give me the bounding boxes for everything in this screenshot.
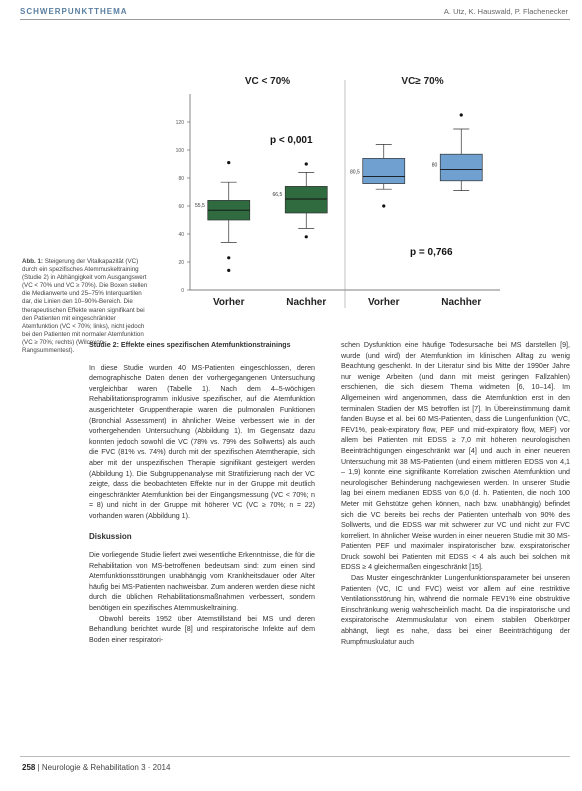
category-label: Vorher — [368, 297, 400, 308]
y-tick-label: 40 — [178, 232, 184, 238]
journal-name: Neurologie & Rehabilitation 3 · 2014 — [41, 763, 171, 772]
right-paragraph-2: Das Muster eingeschränkter Lungenfunktionsparameter bei unseren Patienten (VC, IC und FVC) weist vor allem auf eine restriktive Ventilationsstörung hin, während die normale FEV1% eine obstruktive Einschränkung wenig wahrscheinlich macht. Da die inspiratorische und exspiratorische Atemmuskulatur von einem stabilen Oberkörper abhängt, liegt es nahe, dass bei einer Beeinträchtigung der Rumpfmuskulatur auch — [341, 574, 570, 646]
outlier-point — [227, 269, 230, 272]
page-header — [0, 0, 582, 20]
left-column — [89, 340, 315, 645]
y-tick-label: 100 — [175, 148, 184, 154]
group-title-right: VC≥ 70% — [401, 76, 444, 87]
right-column — [341, 340, 570, 647]
y-tick-label: 120 — [175, 120, 184, 126]
outlier-point — [305, 235, 308, 238]
page-number: 258 — [22, 763, 36, 772]
right-paragraph-1: schen Dysfunktion eine häufige Todesursache bei MS darstellen [9], wurde (und wird) der Atemfunktion im klinischen Alltag zu wenig Beachtung geschenkt. In der Literatur sind bis Mitte der 1990er Jahre nur wenige Arbeiten (und dann mit meist geringen Fallzahlen) erschienen, die sich diesem Thema widmeten [6, 10–14]. Im Allgemeinen wird angenommen, dass die Atemfunktion erst in den terminalen Stadien der MS betroffen ist [7]. In Übereinstimmung damit fanden Buyse et al. bei 60 MS-Patienten, dass die Lungenfunktion (VC, FEV1%, peak-expiratory flow, PEF und mid-expiratory flow, MEF) vor allem bei Patienten mit EDSS ≥ 7,0 mit höheren neurologischen Beeinträchtigungen eingeschränkt war [4] und auch in einer neueren Untersuchung mit 38 MS-Patienten (und einem mittleren EDSS von 4,1 – 1,9) konnte eine signifikante Korrelation zwischen Atemfunktion und neurologischer Behinderung nachgewiesen werden. In unserer Studie lag bei einem medianen EDSS von 6,0 (d. h. Patienten, die noch 100 Meter mit Gehstütze gehen können, nach bzw. unabhängig) befindet sich die VC bereits bei rechs der Patienten unterhalb von 90% des Sollwerts, und die EDSS war mit schwerer zur VC und nicht zur FVC korreliert. In ähnlicher Weise wurden in einer neueren Studie mit 30 MS-Patienten PEF und maximaler inspiratorischer bzw. exspiratorischer Druck sowohl bei Patienten mit EDSS < 4 als auch bei solchen mit EDSS ≥ 4 gleichermaßen eingeschränkt [15]. — [341, 341, 570, 572]
discussion-heading: Diskussion — [89, 531, 132, 541]
outlier-point — [227, 161, 230, 164]
group-title-left: VC < 70% — [244, 76, 291, 87]
y-tick-label: 20 — [178, 260, 184, 266]
median-value-label: 80 — [431, 162, 438, 169]
category-label: Nachher — [286, 297, 327, 308]
median-value-label: 55,5 — [195, 203, 205, 210]
y-tick-label: 80 — [178, 176, 184, 182]
box-3 — [363, 158, 405, 183]
p-value-left: p < 0,001 — [270, 135, 313, 146]
outlier-point — [460, 113, 463, 116]
caption-text: Steigerung der Vitalkapazität (VC) durch ein spezifisches Atemmuskeltraining (Studie 2) in Abhängigkeit vom Ausgangswert (VC < 70% und VC ≥ 70%). Die Boxen stellen die Medianwerte und 25–75% Interquartilen dar, die Linien den 10–90%-Bereich. Die therapeutischen Effekte waren signifikant bei den Patienten mit eingeschränkter Atemfunktion (VC < 70%; links), nicht jedoch bei den Patienten mit normaler Atemfunktion (VC ≥ 70%; rechts) (Wilcoxon-Rangsummentest). — [22, 258, 148, 355]
y-tick-label: 0 — [181, 288, 184, 294]
outlier-point — [227, 256, 230, 259]
authors-line: A. Utz, K. Hauswald, P. Flachenecker — [443, 7, 568, 16]
box-2 — [285, 186, 327, 213]
discussion-paragraph-1: Die vorliegende Studie liefert zwei wesentliche Erkenntnisse, die für die Rehabilitation von MS-betroffenen bedeutsam sind: zum einen sind Atemfunktionsstörungen unabhängig vom Krankheitsdauer oder Alter häufig bei MS-Patienten nachweisbar. Zum anderen werden diese nicht durch die üblichen Rehabilitationsmaßnahmen verbessert, sondern benötigen ein spezifisches Atemmuskeltraining. — [89, 551, 315, 613]
y-tick-label: 60 — [178, 204, 184, 210]
study2-subheading: Studie 2: Effekte eines spezifischen Atemfunktionstrainings — [89, 341, 291, 349]
section-label: SCHWERPUNKTTHEMA — [20, 7, 128, 16]
median-value-label: 80,5 — [350, 169, 360, 176]
discussion-paragraph-2: Obwohl bereits 1952 über Atemstillstand bei MS und deren Behandlung berichtet wurde [8] und respiratorische Infekte auf dem Boden einer respiratori- — [89, 614, 315, 644]
outlier-point — [305, 162, 308, 165]
footer-separator: | — [37, 763, 42, 772]
results-paragraph: In diese Studie wurden 40 MS-Patienten eingeschlossen, deren demographische Daten denen der vorhergegangenen Untersuchung vergleichbar waren (Tabelle 1). Nach dem 4–5-wöchigen Rehabilitationsprogramm inklusive spezifischer, auf die Atemfunktion ausgerichteter Gruppentherapie waren die pulmonalen Funktionen (Bronchial Assessment) in ähnlicher Weise verbessert wie in der vorhergehenden Untersuchung (Abbildung 1). Im Gegensatz dazu konnten jedoch sowohl die VC (78% vs. 79% des Sollwerts) als auch die FVC (81% vs. 74%) durch mit der spezifischen Atemtherapie, sich aber mit der unspezifischen Therapie signifikant gesteigert werden (Abbildung 1). Die Subgruppenanalyse mit Stratifizierung nach der VC zeigte, dass die beobachteten Effekte nur in der Gruppe mit deutlich eingeschränkter Atemfunktion bei der Eingangsmessung (VC < 70%; n = 8) und nicht in der Gruppe mit höherer VC (VC ≥ 70%; n = 22) vorhanden waren (Abbildung 1). — [89, 363, 315, 520]
header-rule — [20, 19, 570, 20]
page-footer — [22, 763, 170, 772]
footer-rule — [20, 756, 570, 757]
p-value-right: p = 0,766 — [410, 247, 453, 258]
box-4 — [440, 154, 482, 181]
caption-label: Abb. 1: — [22, 258, 43, 265]
category-label: Nachher — [441, 297, 482, 308]
category-label: Vorher — [213, 297, 245, 308]
median-value-label: 66,5 — [272, 192, 283, 198]
outlier-point — [382, 204, 385, 207]
